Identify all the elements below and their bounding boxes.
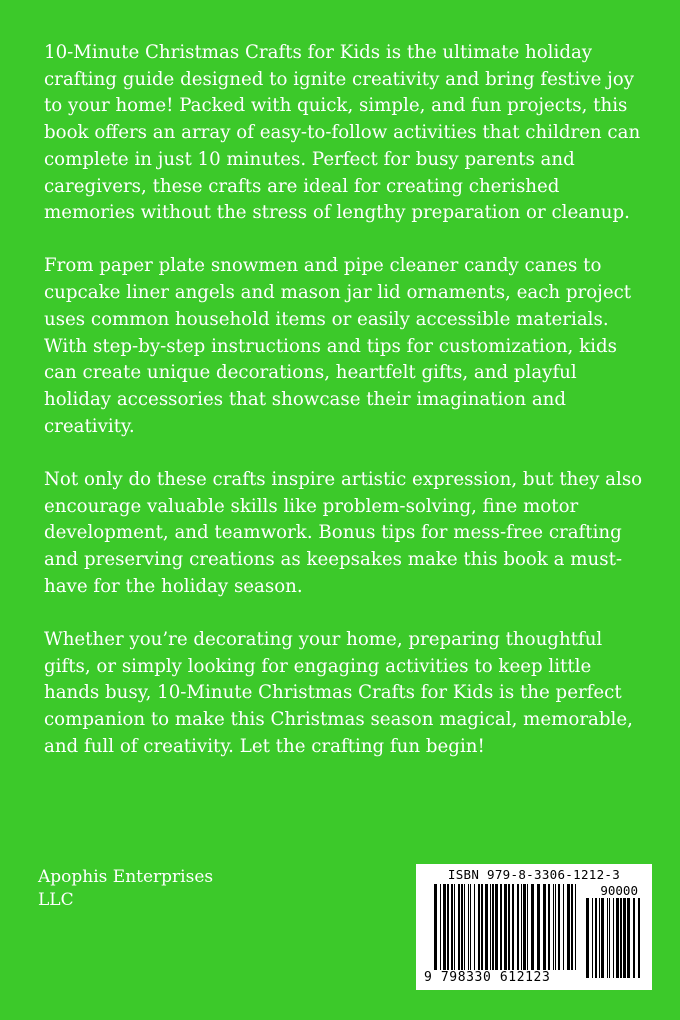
back-cover-blurb [44, 40, 644, 787]
isbn-label: ISBN 979-8-3306-1212-3 [447, 867, 621, 882]
blurb-paragraph-1: 10-Minute Christmas Crafts for Kids is the ultimate holiday crafting guide designed to ignite creativity and bring festive joy to your home! Packed with quick, simple, and fun projects, this book offers an array of easy-to-follow activities that children can complete in just 10 minutes. Perfect for busy parents and caregivers, these crafts are ideal for creating cherished memories without the stress of lengthy preparation or cleanup. [44, 42, 641, 224]
publisher-line-2: LLC [38, 890, 74, 910]
publisher-line-1: Apophis Enterprises [38, 867, 214, 887]
ean-digits: 9 798330 612123 [424, 970, 551, 985]
publisher-name [38, 866, 213, 912]
blurb-paragraph-2: From paper plate snowmen and pipe cleaner candy canes to cupcake liner angels and mason jar lid ornaments, each project uses common household items or easily accessible materials. With step-by-step instructions and tips for customization, kids can create unique decorations, heartfelt gifts, and playful holiday accessories that showcase their imagination and creativity. [44, 255, 632, 437]
blurb-paragraph-3: Not only do these crafts inspire artistic expression, but they also encourage valuable skills like problem-solving, fine motor development, and teamwork. Bonus tips for mess-free crafting and preserving creations as keepsakes make this book a must-have for the holiday season. [44, 468, 643, 597]
isbn-barcode [416, 864, 652, 990]
blurb-paragraph-4: Whether you’re decorating your home, preparing thoughtful gifts, or simply looking for engaging activities to keep little hands busy, 10-Minute Christmas Crafts for Kids is the perfect companion to make this Christmas season magical, memorable, and full of creativity. Let the crafting fun begin! [44, 628, 633, 757]
price-code: 90000 [600, 883, 638, 898]
